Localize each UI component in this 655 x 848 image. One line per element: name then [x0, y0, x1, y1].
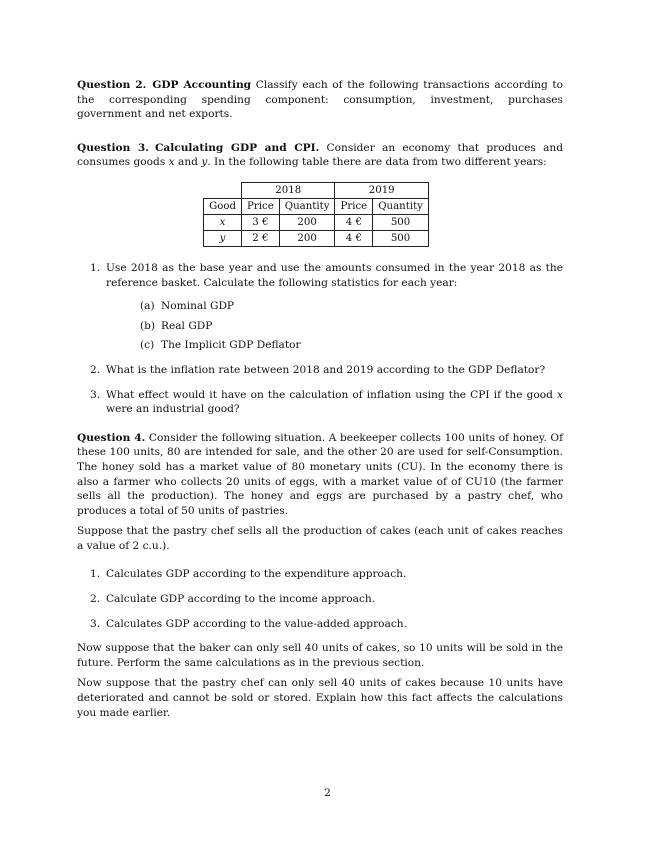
sub-item-text: The Implicit GDP Deflator [161, 339, 301, 352]
year-2018-header: 2018 [242, 182, 335, 198]
table-corner [204, 182, 242, 198]
table-cell: 4 € [335, 214, 373, 230]
question-4-p3: Now suppose that the baker can only sell 40 units of cakes, so 10 units will be sold in the future. Perform the same calculations as in the previous section. [77, 642, 563, 669]
question-3-list [77, 261, 563, 417]
question-4-p2: Suppose that the pastry chef sells all the production of cakes (each unit of cakes reaches a value of 2 c.u.). [77, 525, 563, 552]
item-number: 2. [90, 593, 101, 606]
question-2-label: Question 2. [77, 79, 147, 91]
table-cell: 4 € [335, 230, 373, 246]
var-x: x [557, 388, 563, 401]
good-x: x [219, 216, 226, 228]
var-y: y [201, 156, 208, 169]
list-item [77, 617, 563, 632]
list-item [77, 388, 563, 417]
data-table [203, 182, 429, 247]
sub-item-label: (b) [140, 319, 156, 332]
var-x: x [168, 156, 175, 169]
question-3-text-pre: Consider an economy that produces and consumes goods [77, 141, 563, 169]
sub-item [106, 319, 563, 334]
question-3-label: Question 3. [77, 141, 149, 154]
sub-item-text: Real GDP [161, 319, 213, 332]
question-4-label: Question 4. [77, 431, 146, 444]
list-item [77, 261, 563, 353]
item-number: 3. [90, 617, 101, 630]
question-3-text-post: . In the following table there are data from two different years: [207, 156, 547, 169]
year-2019-header: 2019 [335, 182, 428, 198]
item-text-pre: What effect would it have on the calculation of inflation using the CPI if the good [106, 388, 553, 401]
table-cell-good [204, 214, 242, 230]
sub-item [106, 338, 563, 353]
table-cell: 3 € [242, 214, 280, 230]
table-row [204, 214, 429, 230]
sub-item-text: Nominal GDP [161, 300, 235, 313]
item-text: Calculates GDP according to the expenditure approach. [106, 568, 407, 581]
table-year-row [204, 182, 429, 198]
item-number: 3. [90, 388, 101, 401]
table-cell: 500 [373, 214, 429, 230]
question-2-title: GDP Accounting [152, 79, 252, 91]
column-header: Price [242, 198, 280, 214]
question-4-p1 [77, 431, 563, 519]
question-4-text: Consider the following situation. A beekeeper collects 100 units of honey. Of these 100 units, 80 are intended for sale, and the other 20 are used for self-Consumption. The honey sold has a market value of 80 monetary units (CU). In the economy there is also a farmer who collects 20 units of eggs, with a market value of of CU10 (the farmer sells all the production). The honey and eggs are purchased by a pastry chef, who produces a total of 50 units of pastries. [77, 431, 563, 517]
column-header: Good [204, 198, 242, 214]
question-3-title: Calculating GDP and CPI. [154, 141, 320, 154]
question-2 [77, 78, 563, 122]
question-3-text-and: and [178, 156, 198, 169]
list-item [77, 567, 563, 582]
column-header: Quantity [373, 198, 429, 214]
question-4-p4: Now suppose that the pastry chef can only sell 40 units of cakes because 10 units have deteriorated and cannot be sold or stored. Explain how this fact affects the calculations you made earlier. [77, 677, 563, 719]
item-text: Calculates GDP according to the value-added approach. [106, 617, 407, 630]
item-number: 2. [90, 363, 101, 376]
table-header-row [204, 198, 429, 214]
sub-item [106, 299, 563, 314]
page-number: 2 [324, 787, 331, 799]
question-3-intro [77, 141, 563, 170]
question-4 [77, 431, 563, 721]
table-cell: 500 [373, 230, 429, 246]
column-header: Price [335, 198, 373, 214]
table-cell: 200 [279, 214, 335, 230]
column-header: Quantity [279, 198, 335, 214]
table-cell: 2 € [242, 230, 280, 246]
table-cell-good [204, 230, 242, 246]
sub-list [106, 299, 563, 353]
item-number: 1. [90, 568, 101, 581]
item-text [106, 388, 563, 417]
item-text: Calculate GDP according to the income approach. [106, 593, 376, 606]
item-text: What is the inflation rate between 2018 and 2019 according to the GDP Deflator? [106, 363, 546, 376]
list-item [77, 592, 563, 607]
item-text: Use 2018 as the base year and use the amounts consumed in the year 2018 as the reference basket. Calculate the following statistics for each year: [106, 261, 563, 289]
item-number: 1. [90, 261, 101, 274]
page-content [77, 78, 563, 720]
question-4-list [77, 567, 563, 631]
item-text-post: were an industrial good? [106, 403, 240, 416]
sub-item-label: (a) [140, 300, 155, 313]
list-item [77, 363, 563, 378]
question-3 [77, 141, 563, 417]
good-y: y [219, 232, 226, 244]
table-cell: 200 [279, 230, 335, 246]
sub-item-label: (c) [140, 339, 155, 352]
question-2-text: Classify each of the following transactions according to the corresponding spending component: consumption, investment, purchases government and net exports. [77, 79, 563, 121]
table-row [204, 230, 429, 246]
